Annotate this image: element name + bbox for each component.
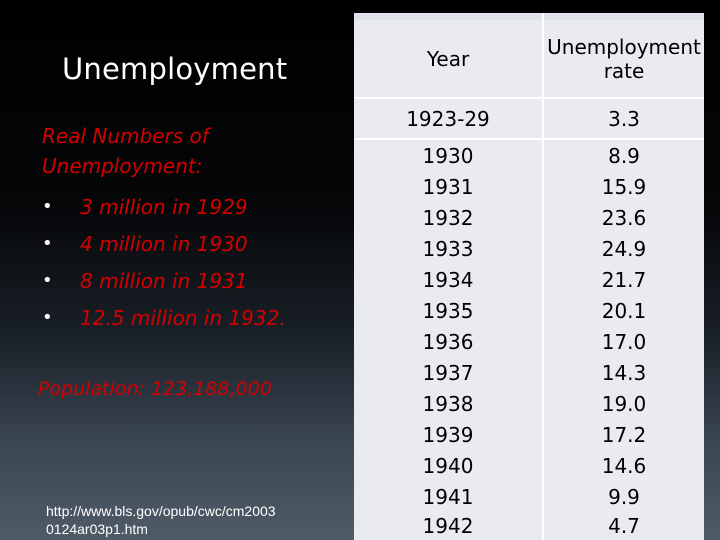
table-cell-year: 1938 [422, 391, 474, 416]
table-cell-rate: 17.2 [601, 422, 647, 447]
table-cell-year: 1939 [422, 422, 474, 447]
bullet-text: 8 million in 1931 [80, 268, 248, 293]
bullet-item [42, 262, 352, 299]
bullet-icon: • [42, 270, 53, 291]
table-cell-rate: 20.1 [601, 298, 647, 323]
unemployment-table [354, 13, 704, 540]
table-cell-rate: 23.6 [601, 205, 647, 230]
table-cell-year: 1940 [422, 453, 474, 478]
bullet-text: 3 million in 1929 [80, 194, 248, 219]
table-cell-rate: 24.9 [601, 236, 647, 261]
bullet-item [42, 299, 352, 336]
table-cell-rate: 21.7 [601, 267, 647, 292]
table-cell-rate: 19.0 [601, 391, 647, 416]
table-cell-year: 1932 [422, 205, 474, 230]
table-cell-year: 1930 [422, 143, 474, 168]
bullet-icon: • [42, 196, 53, 217]
bullet-icon: • [42, 307, 53, 328]
table-cell-year: 1941 [422, 484, 474, 509]
bullet-item [42, 188, 352, 225]
table-cell-year: 1942 [422, 514, 474, 538]
table-cell-rate: 17.0 [601, 329, 647, 354]
unemployment-bullets [42, 188, 352, 336]
table-top-strip-right [544, 13, 704, 20]
real-numbers-heading: Real Numbers of Unemployment: [42, 124, 209, 178]
source-line-2[interactable]: 0124ar03p1.htm [46, 521, 148, 537]
table-cell-rate: 14.6 [601, 453, 647, 478]
population-text: Population: 123,188,000 [38, 378, 272, 400]
table-cell-rate: 9.9 [608, 484, 640, 509]
table-cell-rate: 15.9 [601, 174, 647, 199]
slide-title: Unemployment [62, 52, 288, 86]
table-cell-rate: 8.9 [608, 143, 640, 168]
table-cell-rate: 3.3 [608, 106, 640, 131]
bullet-text: 12.5 million in 1932. [80, 305, 286, 330]
table-cell-year: 1936 [422, 329, 474, 354]
table-cell-rate: 14.3 [601, 360, 647, 385]
table-cell-year: 1937 [422, 360, 474, 385]
table-cell-year: 1934 [422, 267, 474, 292]
table-cell-year: 1923-29 [406, 106, 490, 131]
table-top-strip-left [354, 13, 544, 20]
table-header-year: Year [426, 46, 470, 71]
table-cell-year: 1935 [422, 298, 474, 323]
source-link-text[interactable] [46, 502, 356, 538]
table-cell-year: 1931 [422, 174, 474, 199]
table-top-strip [354, 13, 704, 20]
bullet-text: 4 million in 1930 [80, 231, 248, 256]
table-cell-rate: 4.7 [608, 514, 640, 538]
table-header-rate: Unemployment rate [547, 34, 701, 83]
table-cell-year: 1933 [422, 236, 474, 261]
bullet-item [42, 225, 352, 262]
source-line-1[interactable]: http://www.bls.gov/opub/cwc/cm2003 [46, 503, 276, 519]
bullet-icon: • [42, 233, 53, 254]
